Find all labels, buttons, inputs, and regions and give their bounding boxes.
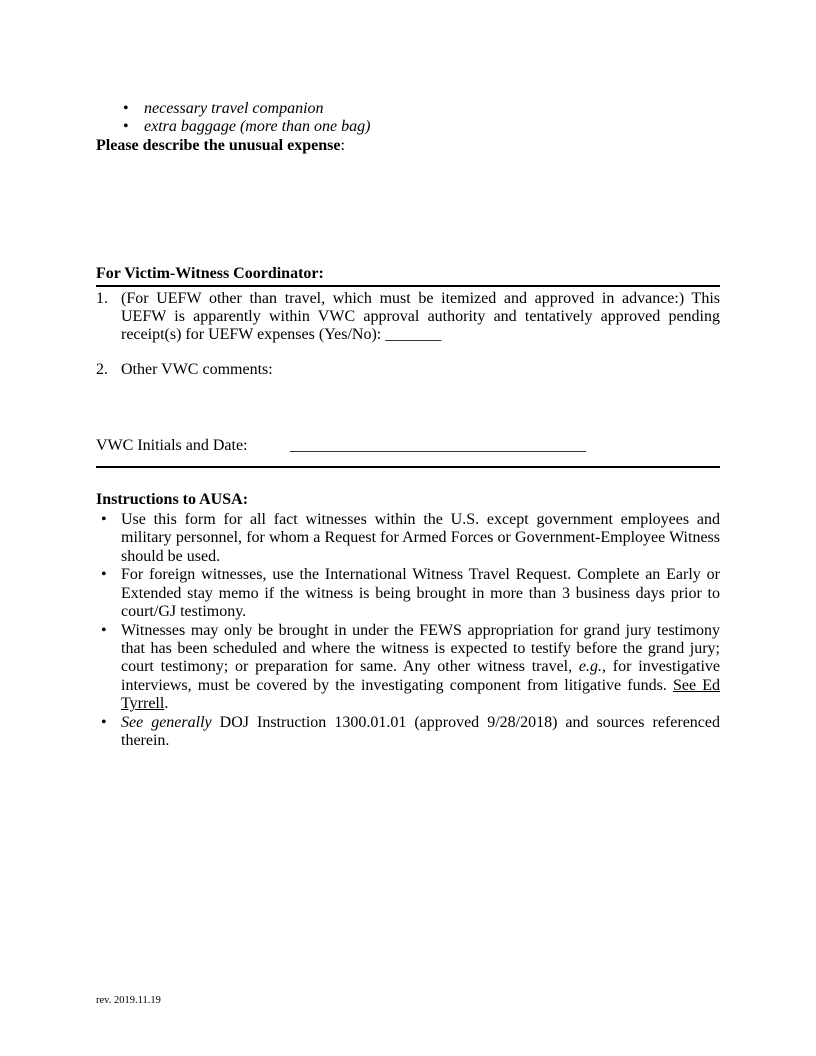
see-ed-tyrrell-reference: See Ed Tyrrell xyxy=(121,676,721,713)
expense-type-list xyxy=(96,100,720,137)
instruction-bullet-3-text: , for investigative interviews, must be covered by the investigating component from litigative funds. xyxy=(121,658,721,694)
list-item xyxy=(96,511,720,566)
vwc-comments-area[interactable] xyxy=(96,379,720,423)
yes-no-blank[interactable]: _______ xyxy=(385,326,442,344)
instruction-bullet-1-text: Use this form for all fact witnesses within the U.S. except government employees and military personnel, for whom a Request for Armed Forces or Government-Employee Witness should be used. xyxy=(121,511,720,565)
vwc-item-1 xyxy=(96,290,720,345)
vwc-initials-blank[interactable]: _____________________________________ xyxy=(290,437,586,455)
instructions-list xyxy=(96,511,720,750)
instructions-heading: Instructions to AUSA: xyxy=(96,490,249,508)
vwc-section-heading: For Victim-Witness Coordinator: xyxy=(96,265,720,286)
list-item xyxy=(96,622,720,714)
item-number: 1. xyxy=(96,289,108,307)
vwc-initials-row xyxy=(96,437,720,455)
eg-abbreviation: e.g. xyxy=(578,658,603,676)
list-item xyxy=(96,714,720,751)
bullet-icon: • xyxy=(123,100,129,117)
vwc-item-2 xyxy=(96,361,720,379)
bullet-icon: • xyxy=(101,621,107,639)
item-number: 2. xyxy=(96,360,108,378)
list-item xyxy=(96,566,720,621)
prompt-text: Please describe the unusual expense xyxy=(96,136,341,154)
expense-description-area[interactable] xyxy=(96,155,720,265)
prompt-colon: : xyxy=(340,136,345,154)
vwc-item-2-text: Other VWC comments: xyxy=(121,360,273,378)
vwc-initials-label: VWC Initials and Date: xyxy=(96,437,248,455)
page-content xyxy=(96,96,720,750)
expense-description-prompt xyxy=(96,137,720,155)
bullet-icon: • xyxy=(101,511,107,529)
section-divider xyxy=(96,466,720,468)
instruction-bullet-4-text: DOJ Instruction 1300.01.01 (approved 9/28/2018) and sources referenced therein. xyxy=(121,713,721,749)
bullet-icon: • xyxy=(101,713,107,731)
revision-footer: rev. 2019.11.19 xyxy=(96,995,161,1006)
list-item xyxy=(96,118,720,136)
expense-bullet-text: extra baggage (more than one bag) xyxy=(144,118,371,136)
see-generally-phrase: See generally xyxy=(121,713,212,731)
instruction-bullet-3-text: Witnesses may only be brought in under the FEWS appropriation for grand jury testimony that has been scheduled and where the witness is expected to testify before the grand jury; court testimony; or preparation for same. Any other witness travel, xyxy=(121,621,720,676)
vwc-item-1-text: (For UEFW other than travel, which must be itemized and approved in advance:) This UEFW is apparently within VWC approval authority and tentatively approved pending receipt(s) for UEFW expenses (Yes/No): xyxy=(121,289,720,344)
instruction-bullet-2-text: For foreign witnesses, use the International Witness Travel Request. Complete an Early or Extended stay memo if the witness is being brought in more than 3 business days prior to court/GJ testimony. xyxy=(121,566,720,621)
expense-bullet-text: necessary travel companion xyxy=(144,100,324,117)
bullet-icon: • xyxy=(101,566,107,584)
list-item xyxy=(96,100,720,118)
bullet-icon: • xyxy=(123,118,129,136)
period: . xyxy=(164,695,169,713)
